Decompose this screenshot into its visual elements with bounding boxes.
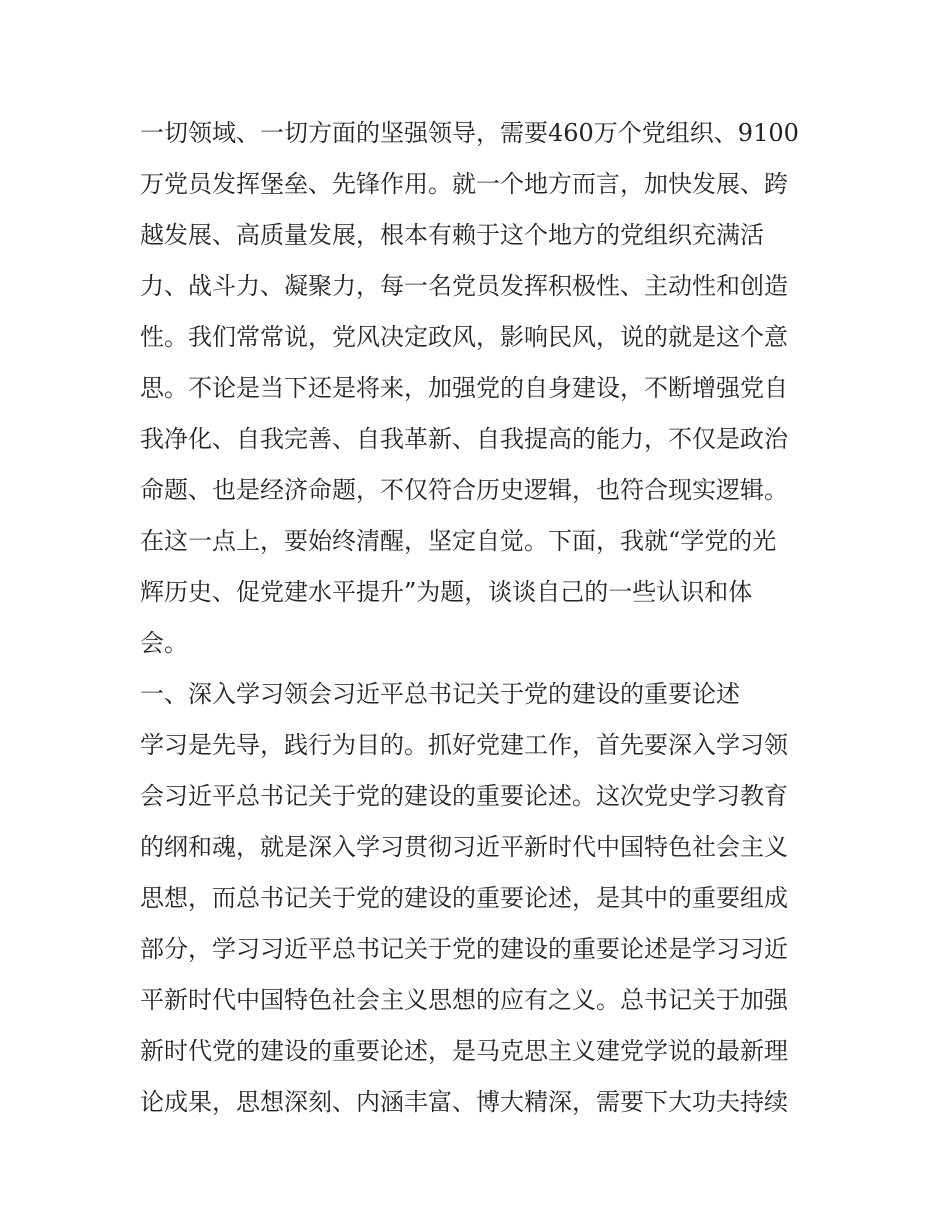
text-line-1: 一切领域、一切方面的坚强领导，需要460万个党组织、9100 — [140, 119, 799, 147]
text-line-13: 学习是先导，践行为目的。抓好党建工作，首先要深入学习领 — [140, 731, 788, 759]
text-line-11: 会。 — [140, 629, 188, 657]
text-line-7: 我净化、自我完善、自我革新、自我提高的能力，不仅是政治 — [140, 425, 788, 453]
text-line-10: 辉历史、促党建水平提升”为题，谈谈自己的一些认识和体 — [140, 578, 753, 606]
text-line-3: 越发展、高质量发展，根本有赖于这个地方的党组织充满活 — [140, 221, 764, 249]
text-line-9: 在这一点上，要始终清醒，坚定自觉。下面，我就“学党的光 — [140, 527, 777, 555]
text-line-16: 思想，而总书记关于党的建设的重要论述，是其中的重要组成 — [140, 884, 788, 912]
text-line-17: 部分，学习习近平总书记关于党的建设的重要论述是学习习近 — [140, 935, 788, 963]
text-line-14: 会习近平总书记关于党的建设的重要论述。这次党史学习教育 — [140, 782, 788, 810]
text-line-5: 性。我们常常说，党风决定政风，影响民风，说的就是这个意 — [140, 323, 788, 351]
text-line-2: 万党员发挥堡垒、先锋作用。就一个地方而言，加快发展、跨 — [140, 170, 788, 198]
text-line-4: 力、战斗力、凝聚力，每一名党员发挥积极性、主动性和创造 — [140, 272, 788, 300]
text-line-15: 的纲和魂，就是深入学习贯彻习近平新时代中国特色社会主义 — [140, 833, 788, 861]
text-line-8: 命题、也是经济命题，不仅符合历史逻辑，也符合现实逻辑。 — [140, 476, 788, 504]
text-line-18: 平新时代中国特色社会主义思想的应有之义。总书记关于加强 — [140, 986, 788, 1014]
text-line-20: 论成果，思想深刻、内涵丰富、博大精深，需要下大功夫持续 — [140, 1088, 788, 1116]
body-text — [140, 108, 820, 1128]
text-line-6: 思。不论是当下还是将来，加强党的自身建设，不断增强党自 — [140, 374, 788, 402]
text-line-19: 新时代党的建设的重要论述，是马克思主义建党学说的最新理 — [140, 1037, 788, 1065]
section-heading: 一、深入学习领会习近平总书记关于党的建设的重要论述 — [140, 680, 740, 708]
